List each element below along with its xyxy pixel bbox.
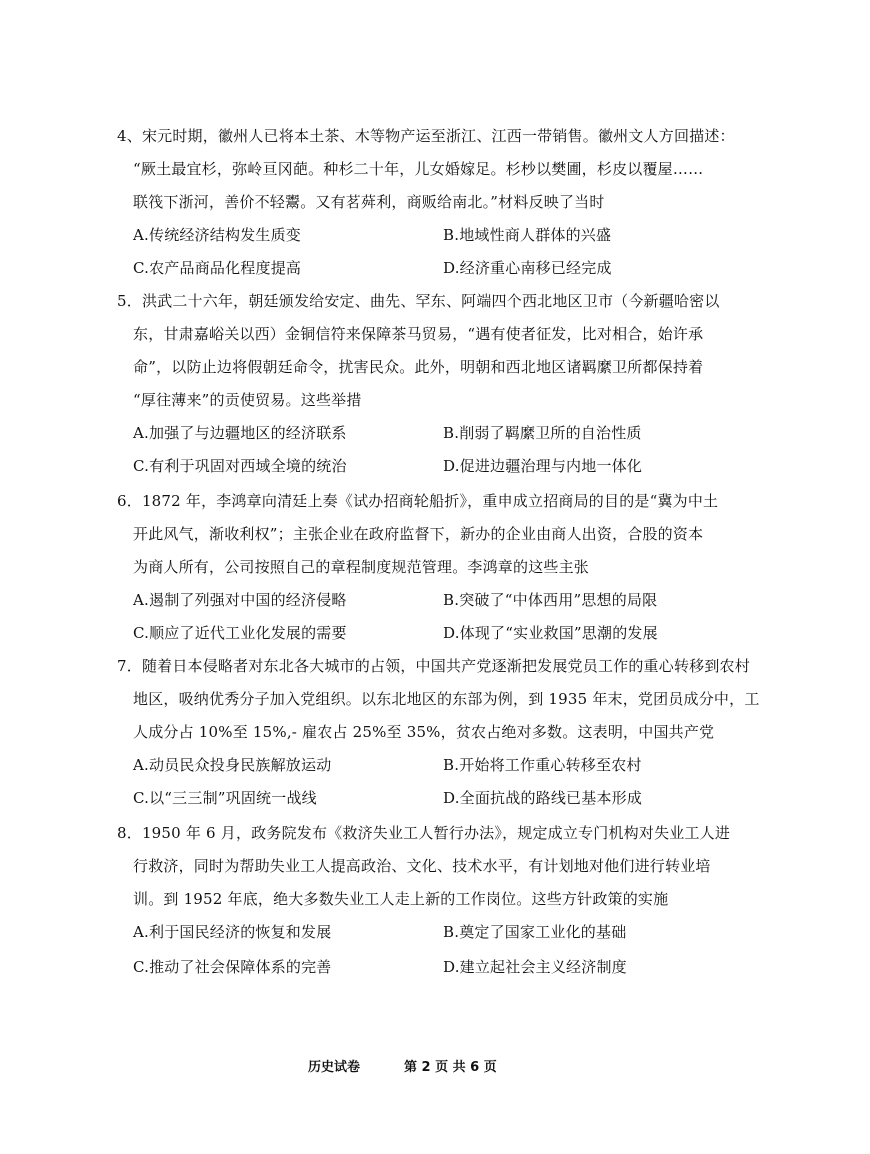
question-5-line-4: “厚往薄来”的贡使贸易。这些举措 (133, 391, 362, 409)
question-7-option-a[interactable]: A.动员民众投身民族解放运动 (133, 756, 332, 774)
question-5-line-2: 东，甘肃嘉峪关以西）金铜信符来保障茶马贸易，“遇有使者征发，比对相合，始许承 (133, 325, 704, 343)
question-8-line-2: 行救济，同时为帮助失业工人提高政治、文化、技术水平，有计划地对他们进行转业培 (133, 857, 711, 875)
question-5-option-b[interactable]: B.削弱了羁縻卫所的自治性质 (443, 424, 642, 442)
question-7-option-c[interactable]: C.以“三三制”巩固统一战线 (133, 789, 317, 807)
question-6-option-c[interactable]: C.顺应了近代工业化发展的需要 (133, 624, 347, 642)
question-7-line-3: 人成分占 10%至 15%,- 雇农占 25%至 35%，贫农占绝对多数。这表明，中国共产党 (133, 723, 715, 741)
question-4-option-a[interactable]: A.传统经济结构发生质变 (133, 226, 302, 244)
question-7-option-d[interactable]: D.全面抗战的路线已基本形成 (443, 789, 643, 807)
question-4-line-2: “厥土最宜杉，弥岭亘冈葩。种杉二十年，儿女婚嫁足。杉杪以樊圃，杉皮以覆屋…… (133, 160, 704, 178)
question-8-option-d[interactable]: D.建立起社会主义经济制度 (443, 958, 627, 976)
question-4-option-b[interactable]: B.地域性商人群体的兴盛 (443, 226, 612, 244)
question-6-line-3: 为商人所有，公司按照自己的章程制度规范管理。李鸿章的这些主张 (133, 558, 590, 576)
question-7-line-1: 7．随着日本侵略者对东北各大城市的占领，中国共产党逐渐把发展党员工作的重心转移到农村 (117, 657, 750, 675)
question-6-line-2: 开此风气，渐收利权”；主张企业在政府监督下，新办的企业由商人出资，合股的资本 (133, 525, 704, 543)
question-5-line-1: 5．洪武二十六年，朝廷颁发给安定、曲先、罕东、阿端四个西北地区卫市（今新疆哈密以 (117, 292, 720, 310)
question-6-option-d[interactable]: D.体现了“实业救国”思潮的发展 (443, 624, 658, 642)
question-4-line-1: 4、宋元时期，徽州人已将本土茶、木等物产运至浙江、江西一带销售。徽州文人方回描述： (117, 127, 735, 145)
question-5-line-3: 命”，以防止边将假朝廷命令，扰害民众。此外，明朝和西北地区诸羁縻卫所都保持着 (133, 358, 704, 376)
question-5-option-c[interactable]: C.有利于巩固对西域全境的统治 (133, 457, 347, 475)
question-8-option-b[interactable]: B.奠定了国家工业化的基础 (443, 923, 627, 941)
question-5-option-a[interactable]: A.加强了与边疆地区的经济联系 (133, 424, 347, 442)
question-7-option-b[interactable]: B.开始将工作重心转移至农村 (443, 756, 642, 774)
question-7-line-2: 地区，吸纳优秀分子加入党组织。以东北地区的东部为例，到 1935 年末，党团员成分中，工 (133, 690, 760, 708)
question-4-line-3: 联筏下浙河，善价不轻鬻。又有茗荈利，商贩给南北。”材料反映了当时 (133, 193, 605, 211)
question-8-line-3: 训。到 1952 年底，绝大多数失业工人走上新的工作岗位。这些方针政策的实施 (133, 890, 669, 908)
question-6-line-1: 6．1872 年，李鸿章向清廷上奏《试办招商轮船折》，重申成立招商局的目的是“冀为中土 (117, 492, 719, 510)
question-8-option-c[interactable]: C.推动了社会保障体系的完善 (133, 958, 332, 976)
question-8-option-a[interactable]: A.利于国民经济的恢复和发展 (133, 923, 332, 941)
question-5-option-d[interactable]: D.促进边疆治理与内地一体化 (443, 457, 643, 475)
footer-subject: 历史试卷 (308, 1060, 361, 1075)
question-8-line-1: 8．1950 年 6 月，政务院发布《救济失业工人暂行办法》，规定成立专门机构对失业工人进 (117, 824, 731, 842)
footer-page-number: 第 2 页 共 6 页 (404, 1060, 497, 1075)
question-6-option-a[interactable]: A.遏制了列强对中国的经济侵略 (133, 591, 347, 609)
question-4-option-c[interactable]: C.农产品商品化程度提高 (133, 259, 302, 277)
question-6-option-b[interactable]: B.突破了“中体西用”思想的局限 (443, 591, 658, 609)
question-4-option-d[interactable]: D.经济重心南移已经完成 (443, 259, 612, 277)
